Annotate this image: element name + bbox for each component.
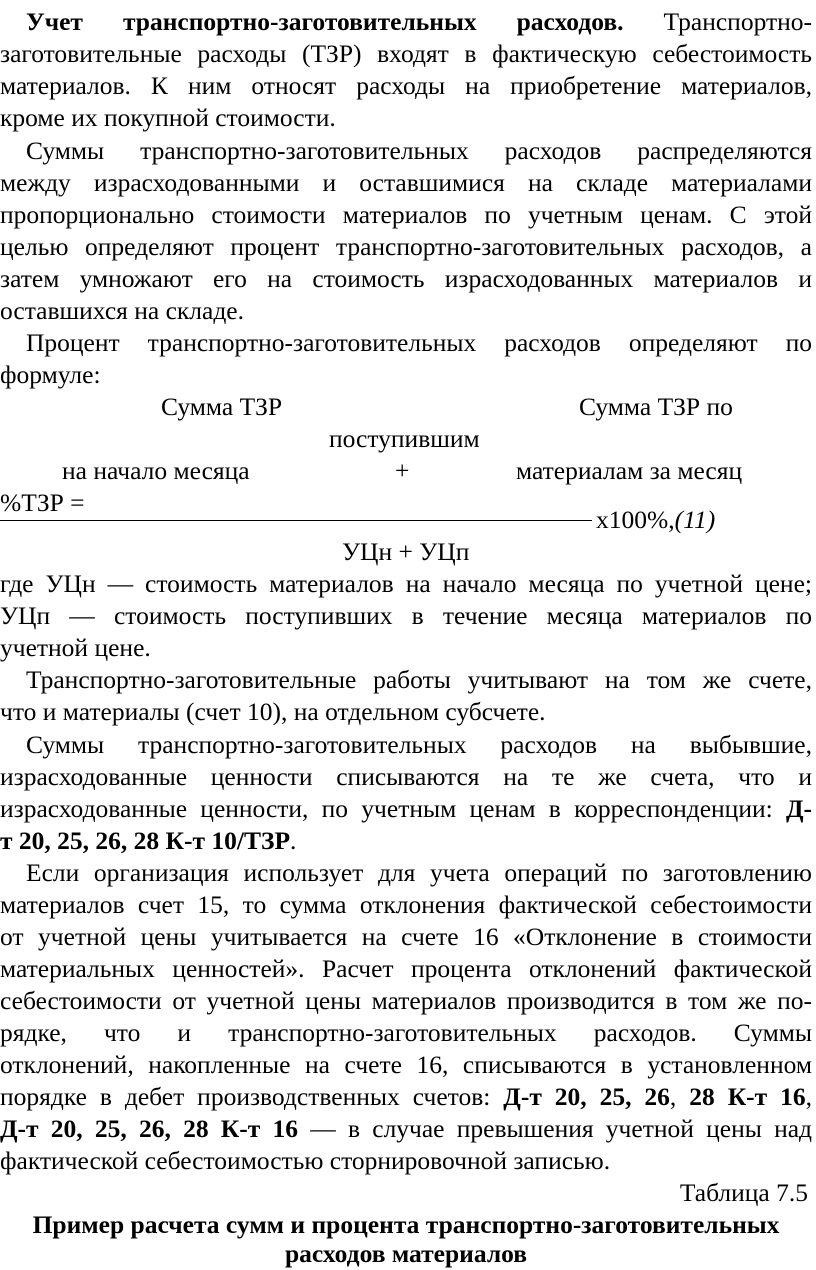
paragraph-2-line-2: между израсходованными и оставшимися на складе материалами (0, 168, 812, 197)
account-entry: Д-т 20, 25, 26 (503, 1082, 670, 1111)
formula-sum-tzr-po: Сумма ТЗР по (579, 392, 733, 421)
paragraph-6-line-3 (0, 793, 812, 825)
paragraph-2-line-1: Суммы транспортно-заготовительных расходов распределяются (26, 136, 812, 165)
paragraph-4-line-3: учетной цене. (0, 633, 151, 662)
formula-denominator: УЦн + УЦп (342, 537, 470, 566)
paragraph-7-line-1: Если организация использует для учета операций по заготовлению (26, 858, 812, 887)
text-span: , (669, 1082, 677, 1111)
paragraph-7-line-4: материальных ценностей». Расчет процента отклонений фактической (0, 954, 812, 983)
paragraph-7-line-6: рядке, что и транспортно-заготовительных расходов. Суммы (0, 1018, 812, 1047)
formula-materials-month: материалам за месяц (516, 456, 743, 485)
paragraph-7-line-10: фактической себестоимостью сторнировочной записью. (0, 1146, 611, 1175)
paragraph-1-line-2: заготовительные расходы (ТЗР) входят в фактическую себестоимость (0, 39, 812, 68)
paragraph-7-line-3: от учетной цены учитывается на счете 16 «Отклонение в стоимости (0, 922, 812, 951)
paragraph-2-line-4: целью определяют процент транспортно-заготовительных расходов, а (0, 232, 812, 261)
paragraph-1-line-4: кроме их покупной стоимости. (0, 103, 336, 132)
formula-plus-sign: + (395, 456, 410, 485)
paragraph-4-line-2: УЦп — стоимость поступивших в течение месяца материалов по (0, 601, 812, 630)
text-span: Транспортно- (663, 7, 813, 36)
paragraph-5-line-1: Транспортно-заготовительные работы учитывают на том же счете, (26, 665, 812, 694)
paragraph-5-line-2: что и материалы (счет 10), на отдельном субсчете. (0, 697, 546, 726)
formula-lhs: %ТЗР = (0, 488, 85, 517)
formula-times: х100%, (596, 505, 675, 534)
paragraph-6-line-1: Суммы транспортно-заготовительных расходов на выбывшие, (26, 730, 812, 759)
text-span: — в случае превышения учетной цены над (310, 1114, 813, 1143)
paragraph-7-line-7: отклонений, накопленные на счете 16, списываются в установленном (0, 1050, 812, 1079)
paragraph-3-line-1: Процент транспортно-заготовительных расходов определяют по (26, 328, 812, 357)
account-entry: т 20, 25, 26, 28 К-т 10/ТЗР (0, 826, 291, 855)
section-heading: Учет транспортно-заготовительных расходов. (26, 7, 624, 36)
paragraph-1-line-1 (0, 6, 812, 38)
formula-number: (11) (674, 505, 716, 534)
account-entry: Д-т 20, 25, 26, 28 К-т 16 (0, 1114, 299, 1143)
table-label: Таблица 7.5 (679, 1178, 808, 1207)
table-title-line-2: расходов материалов (284, 1239, 528, 1268)
text-span: порядке в дебет производственных счетов: (0, 1082, 491, 1111)
paragraph-2-line-5: затем умножают его на стоимость израсходованных материалов и (0, 264, 812, 293)
paragraph-7-line-9 (0, 1113, 812, 1145)
paragraph-3-line-2: формуле: (0, 360, 101, 389)
text-span: израсходованные ценности, по учетным ценам в корреспонденции: (0, 794, 773, 823)
formula-fraction-bar (0, 520, 592, 521)
paragraph-4-line-1: где УЦн — стоимость материалов на начало месяца по учетной цене; (0, 569, 812, 598)
formula-received: поступившим (329, 424, 480, 453)
formula-start-month: на начало месяца (62, 456, 250, 485)
paragraph-6-line-4 (0, 825, 812, 857)
paragraph-2-line-6: оставшихся на складе. (0, 296, 244, 325)
paragraph-6-line-2: израсходованные ценности списываются на те же счета, что и (0, 762, 812, 791)
account-entry: Д- (785, 794, 812, 823)
formula-sum-tzr: Сумма ТЗР (161, 392, 283, 421)
account-entry: 28 К-т 16 (689, 1082, 806, 1111)
paragraph-7-line-5: себестоимости от учетной цены материалов производится в том же по- (0, 986, 812, 1015)
table-title-line-1: Пример расчета сумм и процента транспортно-заготовительных (32, 1210, 780, 1239)
paragraph-7-line-2: материалов счет 15, то сумма отклонения фактической себестоимости (0, 890, 812, 919)
formula-multiplier (596, 504, 715, 536)
paragraph-1-line-3: материалов. К ним относят расходы на приобретение материалов, (0, 71, 812, 100)
paragraph-2-line-3: пропорционально стоимости материалов по учетным ценам. С этой (0, 200, 812, 229)
text-span: . (290, 826, 297, 855)
paragraph-7-line-8 (0, 1081, 812, 1113)
text-span: , (805, 1082, 813, 1111)
